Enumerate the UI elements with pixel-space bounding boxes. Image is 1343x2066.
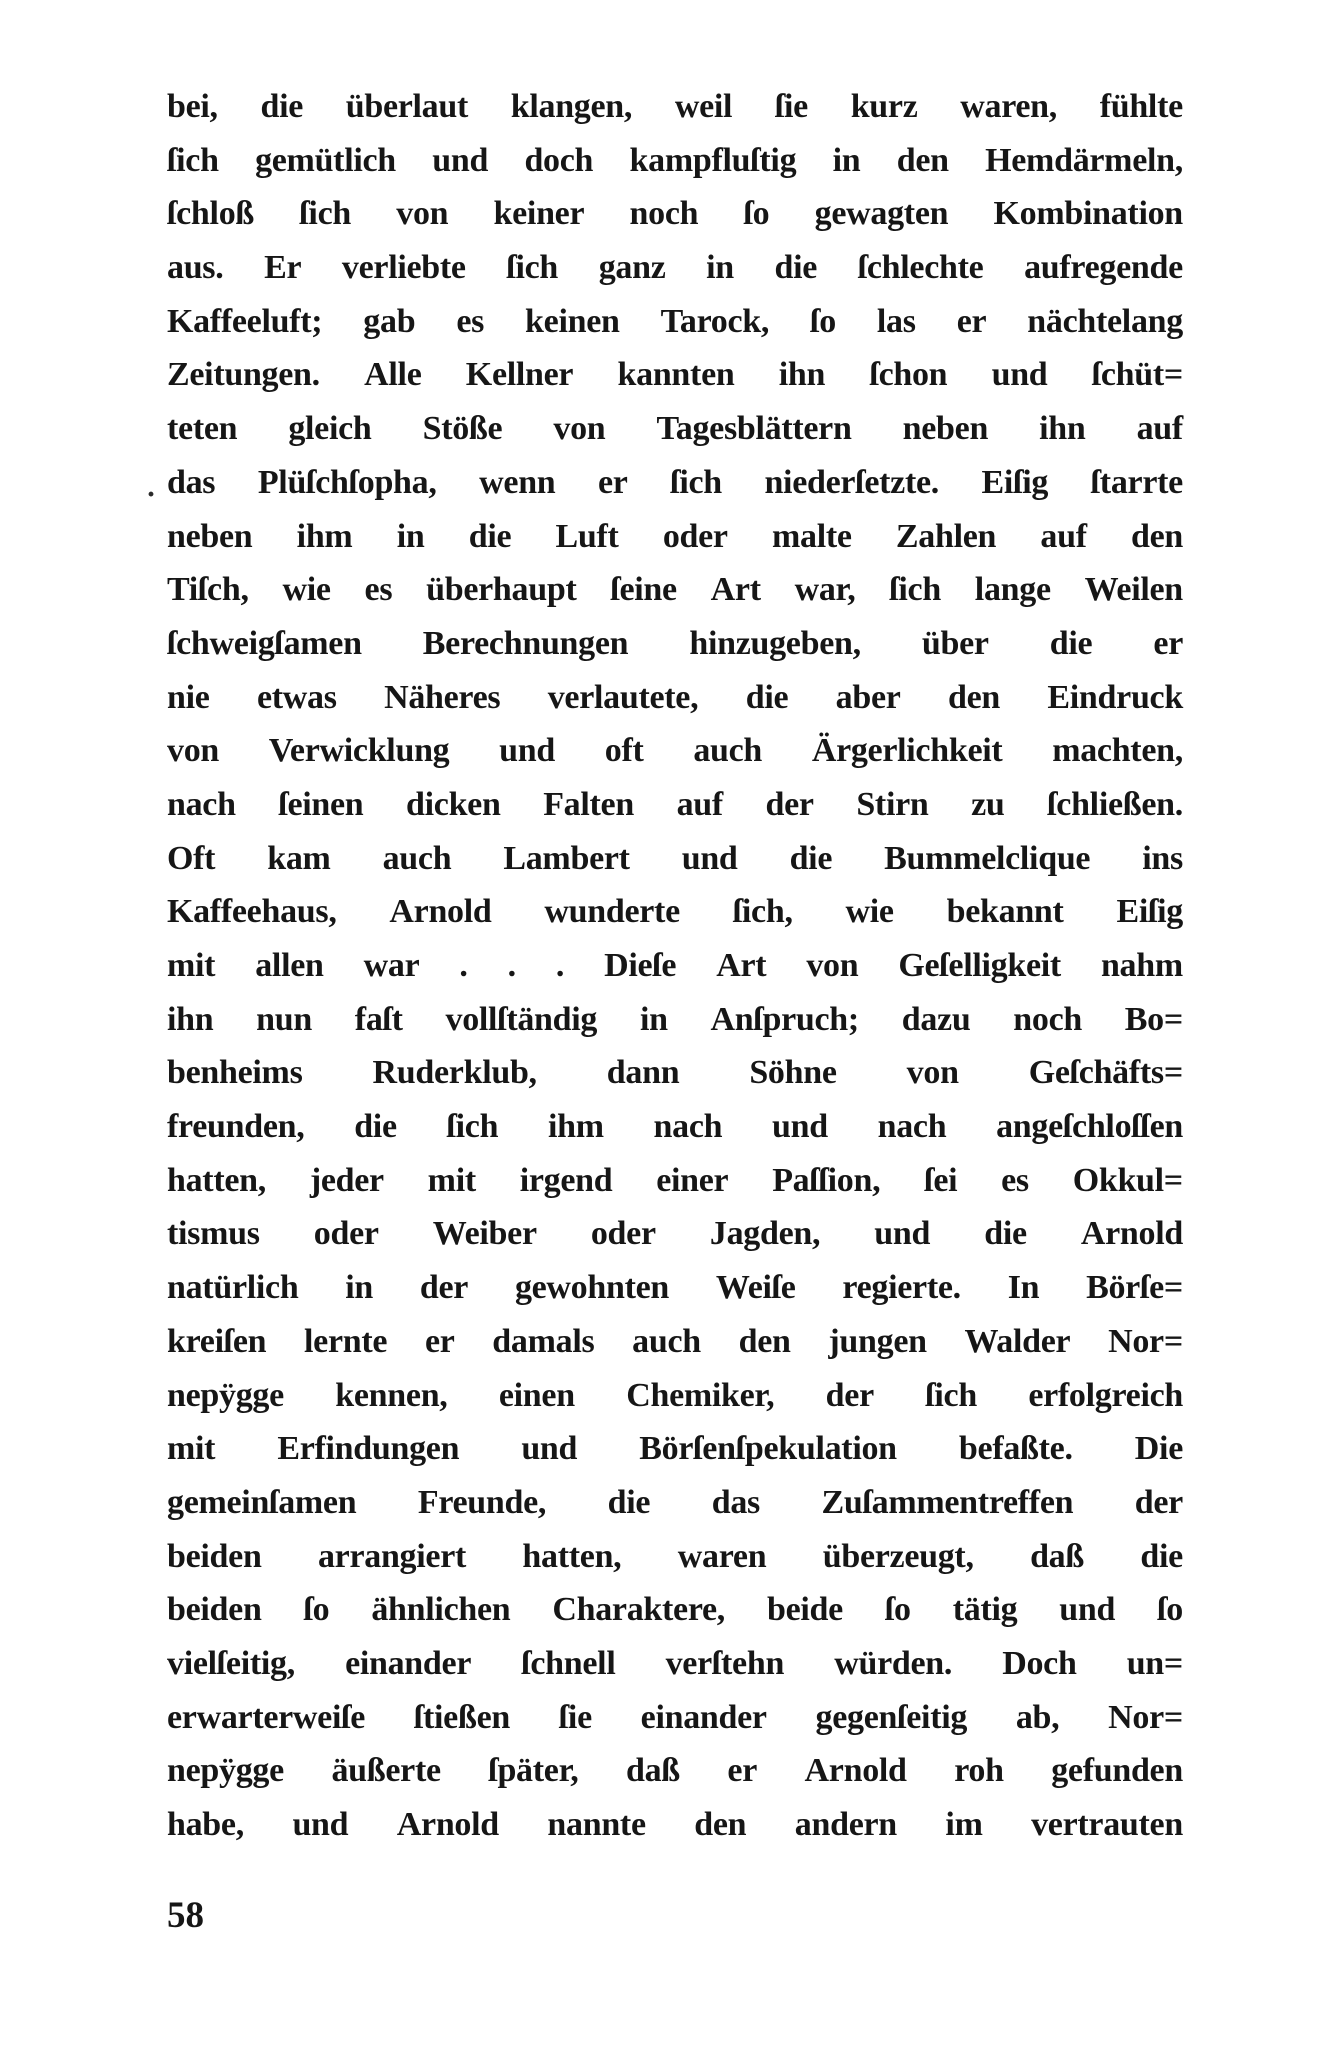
text-line: ſchweigſamen Berechnungen hinzugeben, über die er: [167, 624, 1183, 662]
text-block: [167, 80, 1183, 1852]
text-line: vielſeitig, einander ſchnell verſtehn würden. Doch un=: [167, 1644, 1183, 1682]
text-line: Kaffeehaus, Arnold wunderte ſich, wie bekannt Eiſig: [167, 893, 1183, 931]
text-line: Tiſch, wie es überhaupt ſeine Art war, ſich lange Weilen: [167, 571, 1183, 609]
text-line: Kaffeeluft; gab es keinen Tarock, ſo las er nächtelang: [167, 302, 1183, 340]
text-line: bei, die überlaut klangen, weil ſie kurz waren, fühlte: [167, 88, 1183, 125]
text-line: ſchloß ſich von keiner noch ſo gewagten Kombination: [167, 195, 1183, 233]
text-line: erwarterweiſe ſtießen ſie einander gegenſeitig ab, Nor=: [167, 1698, 1183, 1736]
text-line: hatten, jeder mit irgend einer Paſſion, ſei es Okkul=: [167, 1161, 1183, 1199]
text-line: mit allen war . . . Dieſe Art von Geſelligkeit nahm: [167, 947, 1183, 984]
text-line: aus. Er verliebte ſich ganz in die ſchlechte aufregende: [167, 249, 1183, 287]
text-line: tismus oder Weiber oder Jagden, und die Arnold: [167, 1215, 1183, 1253]
text-line: nie etwas Näheres verlautete, die aber den Eindruck: [167, 678, 1183, 716]
text-line: natürlich in der gewohnten Weiſe regierte. In Börſe=: [167, 1269, 1183, 1307]
text-line: von Verwicklung und oft auch Ärgerlichkeit machten,: [167, 732, 1183, 770]
text-line: nach ſeinen dicken Falten auf der Stirn zu ſchließen.: [167, 785, 1183, 823]
text-line: gemeinſamen Freunde, die das Zuſammentreffen der: [167, 1483, 1183, 1521]
text-line: teten gleich Stöße von Tagesblättern neben ihn auf: [167, 410, 1183, 448]
text-line: kreiſen lernte er damals auch den jungen Walder Nor=: [167, 1322, 1183, 1360]
text-line: beiden ſo ähnlichen Charaktere, beide ſo tätig und ſo: [167, 1591, 1183, 1629]
text-line: ſich gemütlich und doch kampfluſtig in den Hemdärmeln,: [167, 141, 1183, 179]
text-line: habe, und Arnold nannte den andern im vertrauten: [167, 1806, 1183, 1843]
page-number: 58: [167, 1895, 204, 1936]
text-line: Oft kam auch Lambert und die Bummelclique ins: [167, 839, 1183, 877]
text-line: mit Erfindungen und Börſenſpekulation befaßte. Die: [167, 1430, 1183, 1468]
text-line: ihn nun faſt vollſtändig in Anſpruch; dazu noch Bo=: [167, 1000, 1183, 1038]
text-line: Zeitungen. Alle Kellner kannten ihn ſchon und ſchüt=: [167, 356, 1183, 394]
text-line: das Plüſchſopha, wenn er ſich niederſetzte. Eiſig ſtarrte: [167, 463, 1183, 501]
text-line: beiden arrangiert hatten, waren überzeugt, daß die: [167, 1537, 1183, 1575]
text-line: neben ihm in die Luft oder malte Zahlen auf den: [167, 517, 1183, 555]
text-line: nepÿgge äußerte ſpäter, daß er Arnold roh gefunden: [167, 1752, 1183, 1790]
margin-dot: ·: [146, 478, 157, 511]
text-line: nepÿgge kennen, einen Chemiker, der ſich erfolgreich: [167, 1376, 1183, 1414]
text-line: benheims Ruderklub, dann Söhne von Geſchäfts=: [167, 1054, 1183, 1092]
text-line: freunden, die ſich ihm nach und nach angeſchloſſen: [167, 1108, 1183, 1146]
